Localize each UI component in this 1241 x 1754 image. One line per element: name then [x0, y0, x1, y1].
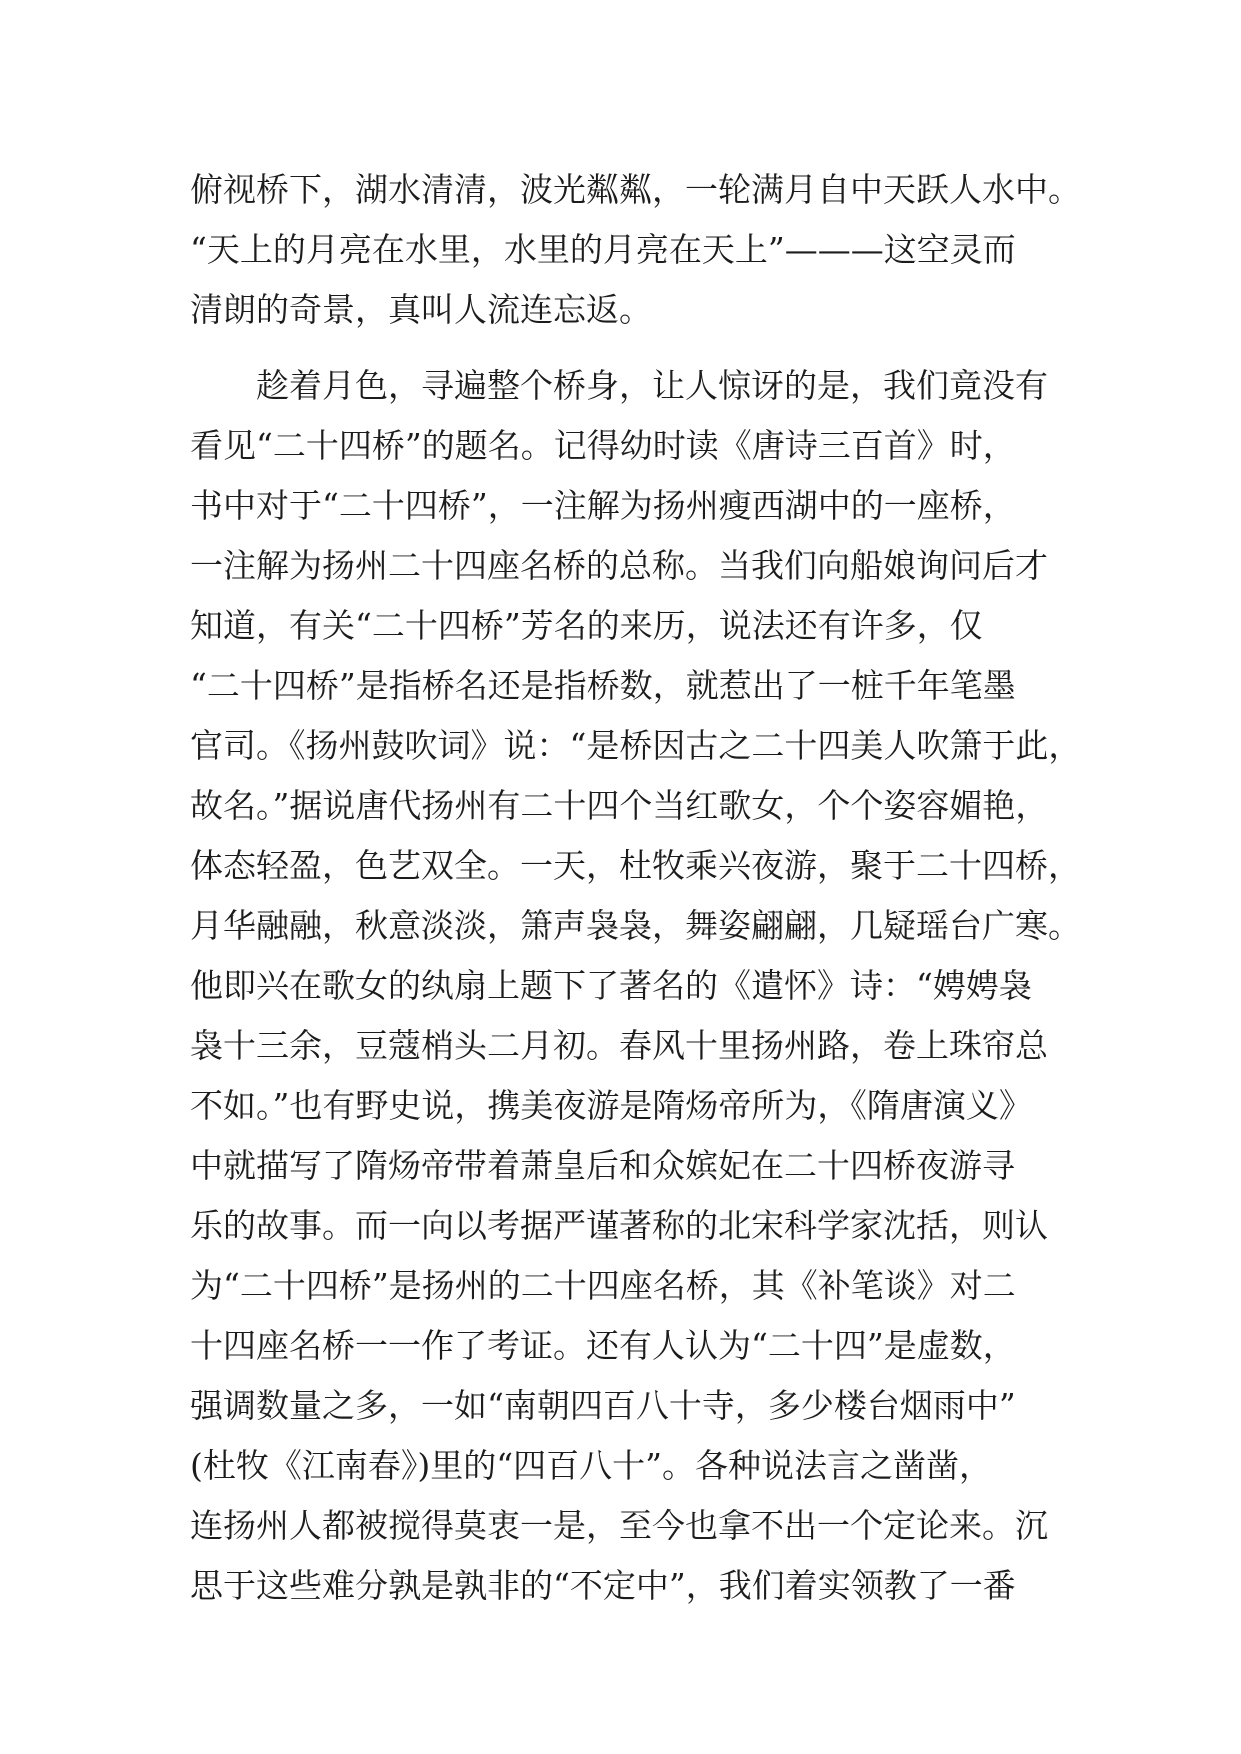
text-line: 一注解为扬州二十四座名桥的总称。当我们向船娘询问后才 — [190, 546, 1048, 585]
text-line: 看见“二十四桥”的题名。记得幼时读《唐诗三百首》时， — [190, 426, 1016, 465]
text-line: 故名。”据说唐代扬州有二十四个当红歌女，个个姿容媚艳， — [190, 786, 1049, 825]
text-line: “天上的月亮在水里，水里的月亮在天上”———这空灵而 — [190, 230, 1016, 269]
text-line: 书中对于“二十四桥”，一注解为扬州瘦西湖中的一座桥， — [190, 486, 1016, 525]
text-line: 体态轻盈，色艺双全。一天，杜牧乘兴夜游，聚于二十四桥， — [190, 846, 1081, 885]
text-line: “二十四桥”是指桥名还是指桥数，就惹出了一桩千年笔墨 — [190, 666, 1016, 705]
text-line: 月华融融，秋意淡淡，箫声袅袅，舞姿翩翩，几疑瑶台广寒。 — [190, 906, 1081, 945]
paragraph-2 — [190, 356, 1082, 1616]
text-line: 不如。”也有野史说，携美夜游是隋炀帝所为，《隋唐演义》 — [190, 1086, 1032, 1125]
text-line: 趁着月色，寻遍整个桥身，让人惊讶的是，我们竟没有 — [190, 366, 1048, 405]
text-line: 中就描写了隋炀帝带着萧皇后和众嫔妃在二十四桥夜游寻 — [190, 1146, 1015, 1185]
text-line: 俯视桥下，湖水清清，波光粼粼，一轮满月自中天跃人水中。 — [190, 170, 1081, 209]
text-line: 袅十三余，豆蔻梢头二月初。春风十里扬州路，卷上珠帘总 — [190, 1026, 1048, 1065]
text-line: 为“二十四桥”是扬州的二十四座名桥，其《补笔谈》对二 — [190, 1266, 1016, 1305]
text-line: 十四座名桥一一作了考证。还有人认为“二十四”是虚数， — [190, 1326, 1016, 1365]
text-line: (杜牧《江南春》)里的“四百八十”。各种说法言之凿凿， — [190, 1446, 992, 1485]
text-line: 乐的故事。而一向以考据严谨著称的北宋科学家沈括，则认 — [190, 1206, 1048, 1245]
text-line: 官司。《扬州鼓吹词》说：“是桥因古之二十四美人吹箫于此， — [190, 726, 1082, 765]
text-line: 思于这些难分孰是孰非的“不定中”，我们着实领教了一番 — [190, 1566, 1016, 1605]
paragraph-1 — [190, 160, 1081, 340]
document-body — [190, 160, 1082, 1616]
text-line: 强调数量之多，一如“南朝四百八十寺，多少楼台烟雨中” — [190, 1386, 1016, 1425]
text-line: 清朗的奇景，真叫人流连忘返。 — [190, 290, 652, 329]
text-line: 连扬州人都被搅得莫衷一是，至今也拿不出一个定论来。沉 — [190, 1506, 1048, 1545]
text-line: 知道，有关“二十四桥”芳名的来历，说法还有许多，仅 — [190, 606, 983, 645]
text-line: 他即兴在歌女的纨扇上题下了著名的《遣怀》诗：“娉娉袅 — [190, 966, 1032, 1005]
